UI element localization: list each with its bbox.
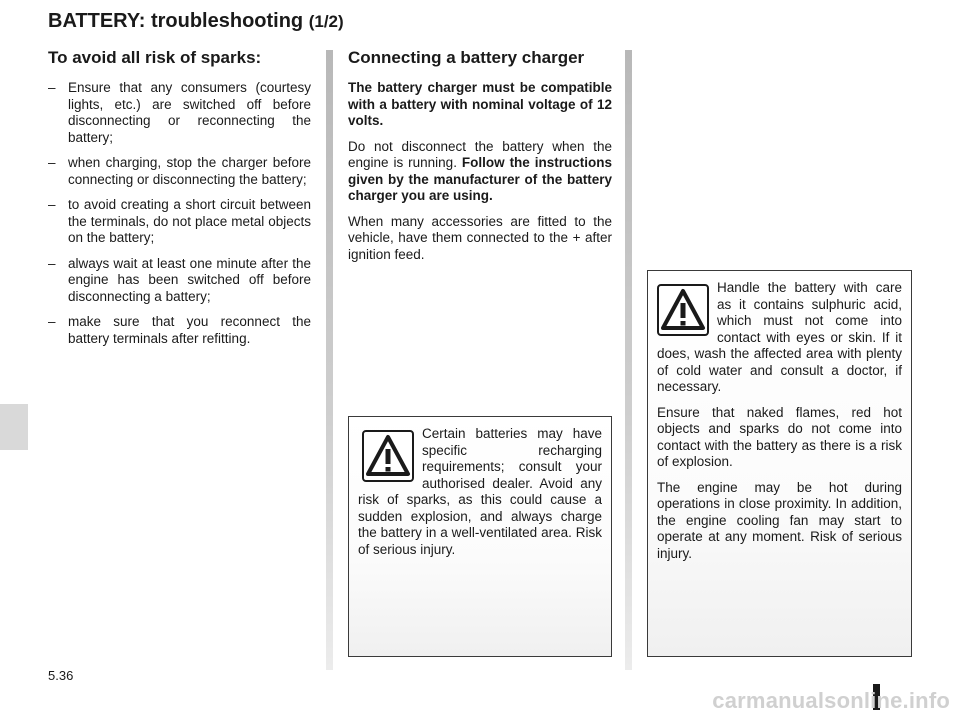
charger-instructions-paragraph <box>348 139 612 205</box>
middle-column <box>348 48 612 272</box>
charger-heading: Connecting a battery charger <box>348 48 585 67</box>
list-item <box>48 256 311 306</box>
handling-warning-box <box>647 270 912 657</box>
dash-bullet: – <box>48 80 56 95</box>
page-title-main: BATTERY: troubleshooting <box>48 10 304 32</box>
dash-bullet: – <box>48 155 56 170</box>
left-column <box>48 48 311 356</box>
acid-warning-text: Handle the battery with care as it contains sulphuric acid, which must not come into contact with eyes or skin. If it does, wash the affected area with plenty of cold water and consult a doctor, if necessary. <box>657 280 902 394</box>
page-title <box>48 10 344 33</box>
page-number: 5.36 <box>48 668 74 683</box>
list-item <box>48 80 311 146</box>
charging-warning-box <box>348 416 612 657</box>
dash-bullet: – <box>48 197 56 212</box>
sparks-heading: To avoid all risk of sparks: <box>48 48 262 67</box>
charger-accessories-text: When many accessories are fitted to the vehicle, have them connected to the + after ignition feed. <box>348 213 612 262</box>
page-title-suffix: (1/2) <box>308 12 344 31</box>
charger-compatibility-text: The battery charger must be compatible with a battery with nominal voltage of 12 volts. <box>348 80 612 128</box>
column-divider-right <box>625 50 632 670</box>
site-watermark: carmanualsonline.info <box>712 688 950 713</box>
column-divider-left <box>326 50 333 670</box>
warning-triangle-icon <box>657 284 709 336</box>
list-item-text: to avoid creating a short circuit between the terminals, do not place metal objects on the battery; <box>68 197 311 245</box>
list-item-text: make sure that you reconnect the battery terminals after refitting. <box>68 314 311 346</box>
flames-warning-text: Ensure that naked flames, red hot objects and sparks do not come into contact with the battery as there is a risk of explosion. <box>657 404 902 469</box>
charger-manufacturer-text: Follow the instructions given by the manufacturer of the battery charger you are using. <box>348 155 613 203</box>
list-item <box>48 197 311 247</box>
engine-hot-warning-text: The engine may be hot during operations in close proximity. In addition, the engine cooling fan may start to operate at any moment. Risk of serious injury. <box>657 479 902 561</box>
charger-engine-running-text: Do not disconnect the battery when the engine is running. <box>348 138 612 170</box>
sparks-list <box>48 80 311 347</box>
chapter-side-tab <box>0 404 28 450</box>
charging-warning-text: Certain batteries may have specific recharging requirements; consult your authorised dealer. Avoid any risk of sparks, as this could cause a sudden explosion, and always charge the battery in a well-ventilated area. Risk of serious injury. <box>358 426 602 557</box>
list-item-text: when charging, stop the charger before connecting or disconnecting the battery; <box>68 155 311 187</box>
dash-bullet: – <box>48 255 56 271</box>
warning-triangle-icon <box>362 430 414 482</box>
list-item-text: always wait at least one minute after the engine has been switched off before disconnecting a battery; <box>68 255 311 304</box>
list-item <box>48 155 311 188</box>
list-item <box>48 314 311 347</box>
dash-bullet: – <box>48 314 56 329</box>
list-item-text: Ensure that any consumers (courtesy lights, etc.) are switched off before disconnecting or reconnecting the battery; <box>68 80 311 145</box>
